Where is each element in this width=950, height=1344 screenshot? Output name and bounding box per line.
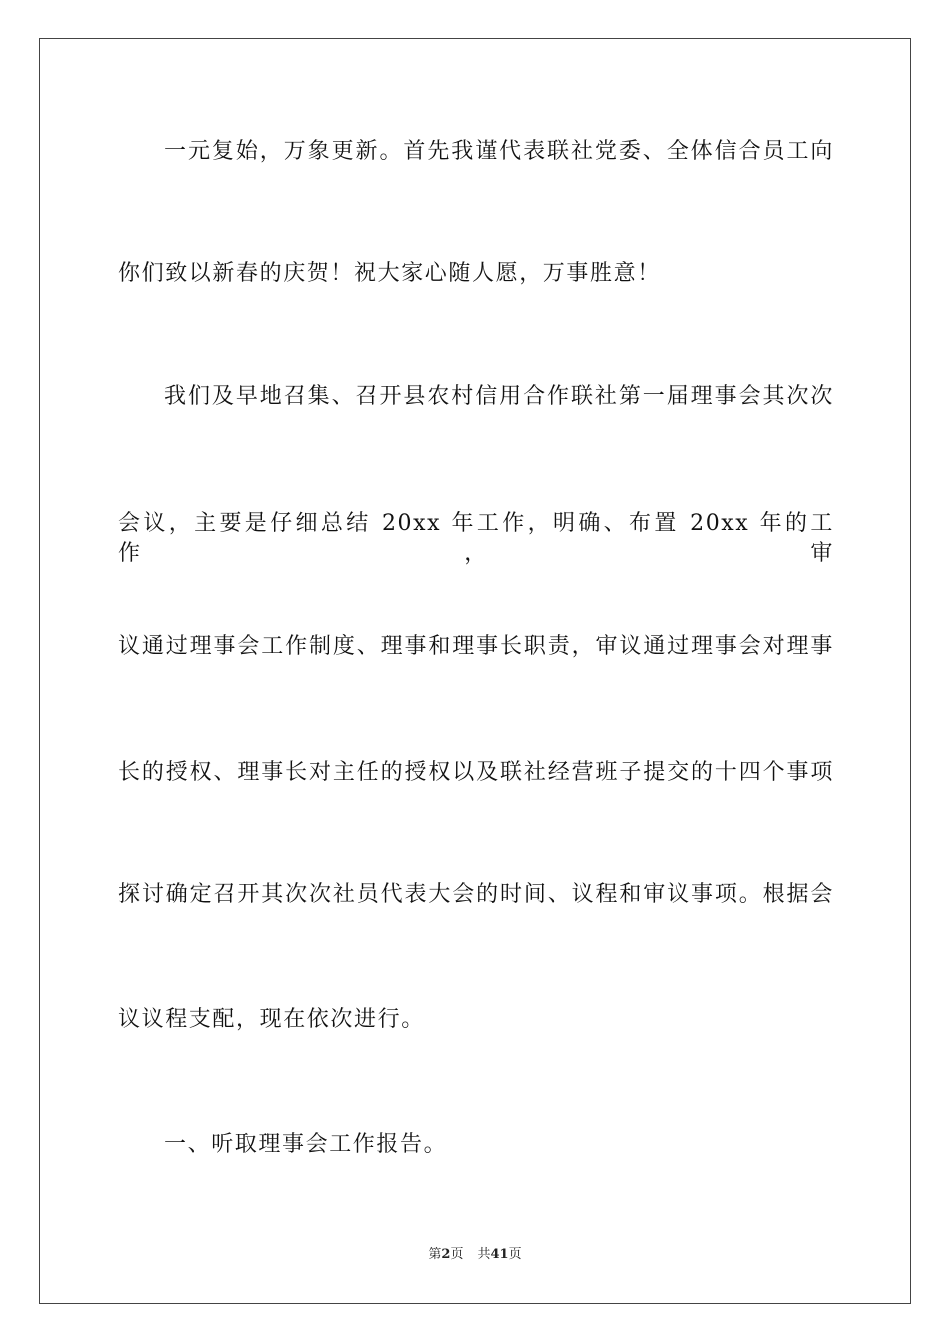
section-heading-1: 一、听取理事会工作报告。 xyxy=(164,1132,448,1157)
paragraph-1-line-2: 你们致以新春的庆贺！祝大家心随人愿，万事胜意！ xyxy=(118,261,661,286)
paragraph-2-line-4: 长的授权、理事长对主任的授权以及联社经营班子提交的十四个事项 xyxy=(118,760,834,785)
page-border xyxy=(39,38,911,1304)
page-footer xyxy=(0,1246,950,1264)
total-pages: 41 xyxy=(490,1247,509,1262)
paragraph-2-line-3: 议通过理事会工作制度、理事和理事长职责，审议通过理事会对理事 xyxy=(118,634,834,659)
page-number: 2 xyxy=(441,1247,451,1262)
page-prefix: 第 xyxy=(428,1247,442,1262)
page-suffix: 页 xyxy=(450,1247,464,1262)
paragraph-1-line-1: 一元复始，万象更新。首先我谨代表联社党委、全体信合员工向 xyxy=(164,139,834,164)
paragraph-2-line-5: 探讨确定召开其次次社员代表大会的时间、议程和审议事项。根据会 xyxy=(118,882,834,907)
total-prefix: 共 xyxy=(477,1247,491,1262)
total-suffix: 页 xyxy=(508,1247,522,1262)
paragraph-2-line-6: 议议程支配，现在依次进行。 xyxy=(118,1007,425,1032)
paragraph-2-line-1: 我们及早地召集、召开县农村信用合作联社第一届理事会其次次 xyxy=(164,384,834,409)
paragraph-2-line-2: 会议，主要是仔细总结 20xx 年工作，明确、布置 20xx 年的工作，审 xyxy=(118,511,834,566)
